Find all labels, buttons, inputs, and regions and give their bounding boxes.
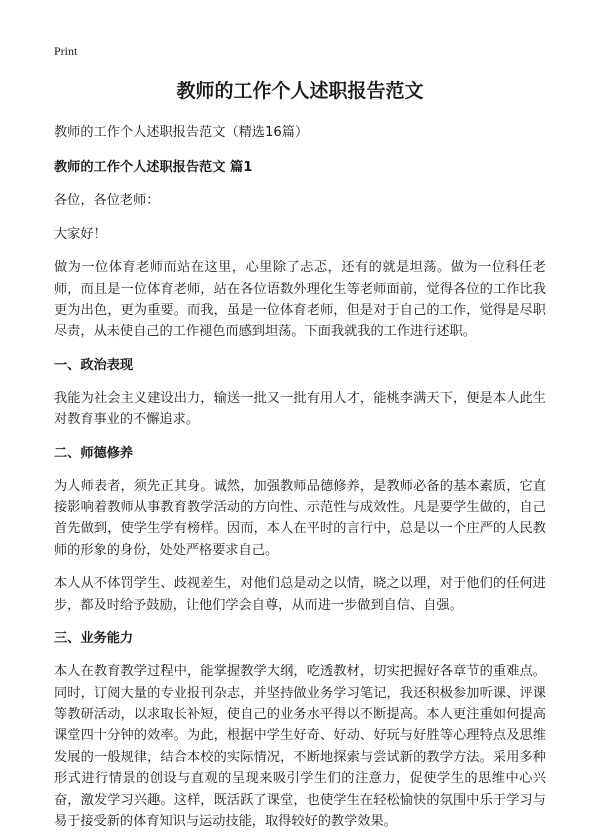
salutation-paragraph: 大家好！ [54,226,107,242]
section-ethics-paragraph-2: 本人从不体罚学生、歧视差生，对他们总是动之以情，晓之以理，对于他们的任何进步，都及时给予鼓励，让他们学会自尊，从而进一步做到自信、自强。 [54,576,546,613]
greeting-paragraph: 各位，各位老师： [54,193,160,209]
document-subtitle: 教师的工作个人述职报告范文（精选16篇） [54,125,309,140]
section-ability-paragraph: 本人在教育教学过程中，能掌握教学大纲，吃透教材，切实把握好各章节的重难点。同时，订阅大量的专业报刊杂志，并坚持做业务学习笔记，我还积极参加听课、评课等教研活动，以求取长补短，使自己的业务水平得以不断提高。本人更注重如何提高课堂四十分钟的效率。为此，根据中学生好奇、好动、好玩与好胜等心理特点及思维发展的一般规律，结合本校的实际情况，不断地探索与尝试新的教学方法。采用多种形式进行情景的创设与直观的呈现来吸引学生们的注意力，促使学生的思维中心兴奋，激发学习兴趣。这样，既活跃了课堂，也使学生在轻松愉快的氛围中乐于学习与易于接受新的体育知识与运动技能，取得较好的教学效果。 [54,664,546,829]
document-title: 教师的工作个人述职报告范文 [176,80,424,102]
section-ethics-paragraph-1: 为人师表者，须先正其身。诚然，加强教师品德修养，是教师必备的基本素质，它直接影响着教师从事教育教学活动的方向性、示范性与成效性。凡是要学生做的，自己首先做到，使学生学有榜样。因而，本人在平时的言行中，总是以一个庄严的人民教师的形象的身份，处处严格要求自己。 [54,478,546,558]
section-politics-paragraph: 我能为社会主义建设出力，输送一批又一批有用人才，能桃李满天下，便是本人此生对教育事业的不懈追求。 [54,390,546,428]
print-link[interactable]: Print [54,44,78,58]
section-heading-ethics: 二、师德修养 [54,445,134,461]
article-heading: 教师的工作个人述职报告范文 篇1 [54,160,253,176]
section-heading-politics: 一、政治表现 [54,357,134,373]
section-heading-ability: 三、业务能力 [54,631,134,647]
intro-paragraph: 做为一位体育老师而站在这里，心里除了忐忑，还有的就是坦荡。做为一位科任老师，而且是一位体育老师，站在各位语数外理化生等老师面前，觉得各位的工作比我更为出色，更为重要。而我，虽是一位体育老师，但是对于自己的工作，觉得是尽职尽责，从未使自己的工作褪色而感到坦荡。下面我就我的工作进行述职。 [54,260,546,340]
